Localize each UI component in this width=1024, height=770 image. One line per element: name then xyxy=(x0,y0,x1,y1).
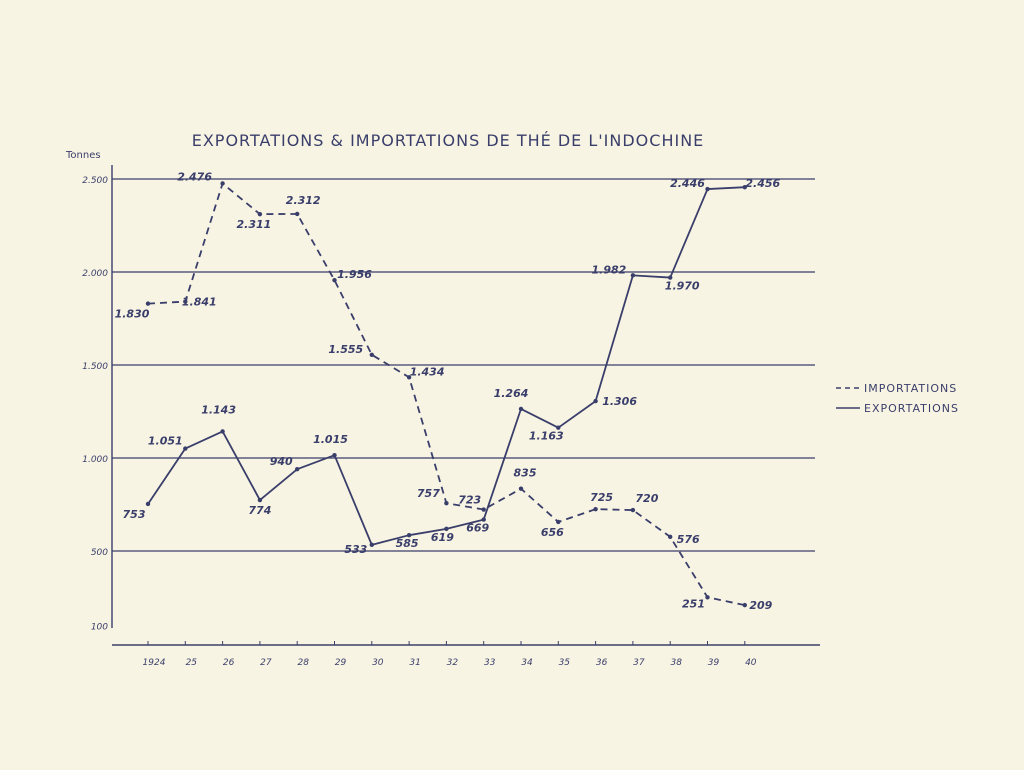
x-tick-label: 25 xyxy=(185,658,198,668)
importations-point xyxy=(370,353,374,357)
exportations-point xyxy=(332,453,336,457)
exportations-data-label: 1.982 xyxy=(591,263,627,277)
x-tick-label: 38 xyxy=(670,658,682,668)
exportations-data-label: 619 xyxy=(430,530,454,544)
exportations-point xyxy=(220,429,224,433)
exportations-point xyxy=(370,543,374,547)
x-tick-label: 30 xyxy=(372,658,384,668)
x-tick-label: 40 xyxy=(745,658,757,668)
exportations-data-label: 1.051 xyxy=(147,434,183,448)
y-tick-label: 100 xyxy=(90,622,108,633)
series-lines xyxy=(115,170,781,612)
legend-label-importations: IMPORTATIONS xyxy=(864,382,958,395)
x-tick-label: 35 xyxy=(558,658,571,668)
x-tick-label: 32 xyxy=(446,658,459,668)
x-tick-label: 37 xyxy=(633,658,645,668)
importations-point xyxy=(146,301,150,305)
exportations-data-label: 753 xyxy=(122,507,146,521)
x-tick-label: 31 xyxy=(409,658,421,668)
exportations-data-label: 585 xyxy=(395,537,419,551)
importations-point xyxy=(743,603,747,607)
legend xyxy=(836,382,959,415)
importations-data-label: 720 xyxy=(635,492,659,506)
y-tick-label: 1.000 xyxy=(82,455,108,465)
importations-data-label: 2.312 xyxy=(285,193,321,207)
importations-point xyxy=(631,508,635,512)
importations-point xyxy=(295,212,299,216)
importations-data-label: 835 xyxy=(513,466,537,480)
y-tick-label: 500 xyxy=(90,548,108,558)
importations-data-label: 251 xyxy=(682,597,705,611)
y-tick-label: 1.500 xyxy=(82,362,108,372)
x-tick-label: 34 xyxy=(521,658,533,668)
exportations-data-label: 1.015 xyxy=(313,433,348,447)
exportations-point xyxy=(519,407,523,411)
importations-data-label: 576 xyxy=(676,532,700,546)
exportations-point xyxy=(705,187,709,191)
importations-point xyxy=(668,535,672,539)
exportations-data-label: 1.306 xyxy=(602,395,637,409)
importations-data-label: 1.830 xyxy=(114,307,150,321)
exportations-point xyxy=(295,467,299,471)
exportations-data-label: 2.446 xyxy=(670,177,705,191)
x-tick-label: 26 xyxy=(222,658,235,668)
exportations-data-label: 669 xyxy=(466,521,490,535)
importations-data-label: 1.956 xyxy=(337,268,372,282)
exportations-data-label: 533 xyxy=(344,542,368,556)
exportations-data-label: 774 xyxy=(248,504,272,518)
importations-data-label: 656 xyxy=(540,525,564,539)
exportations-data-label: 2.456 xyxy=(745,177,781,191)
exportations-data-label: 1.264 xyxy=(493,386,529,400)
importations-point xyxy=(593,507,597,511)
importations-data-label: 209 xyxy=(749,599,773,613)
importations-data-label: 757 xyxy=(416,487,440,501)
importations-point xyxy=(556,520,560,524)
x-tick-label: 1924 xyxy=(142,658,166,668)
exportations-point xyxy=(593,399,597,403)
exportations-point xyxy=(146,502,150,506)
importations-data-label: 1.841 xyxy=(181,295,217,309)
x-tick-label: 33 xyxy=(483,658,496,668)
exportations-data-label: 1.163 xyxy=(528,429,564,443)
chart-title: EXPORTATIONS & IMPORTATIONS DE THÉ DE L'INDOCHINE xyxy=(191,131,705,150)
x-tick-label: 29 xyxy=(334,658,347,668)
importations-data-label: 1.434 xyxy=(409,365,445,379)
importations-data-label: 2.311 xyxy=(236,218,272,232)
y-tick-label: 2.500 xyxy=(82,176,108,186)
importations-point xyxy=(220,181,224,185)
importations-point xyxy=(444,501,448,505)
exportations-point xyxy=(258,498,262,502)
x-tick-label: 39 xyxy=(707,658,720,668)
importations-point xyxy=(258,212,262,216)
exportations-point xyxy=(183,446,187,450)
exportations-data-label: 1.970 xyxy=(664,279,700,293)
importations-point xyxy=(705,595,709,599)
importations-data-label: 725 xyxy=(590,491,614,505)
x-tick-label: 27 xyxy=(260,658,272,668)
importations-data-label: 2.476 xyxy=(177,170,212,184)
exportations-data-label: 1.143 xyxy=(201,403,236,417)
x-tick-label: 28 xyxy=(297,658,309,668)
y-tick-label: 2.000 xyxy=(82,269,108,279)
importations-point xyxy=(519,486,523,490)
importations-point xyxy=(482,507,486,511)
importations-data-label: 723 xyxy=(458,493,482,507)
importations-point xyxy=(332,278,336,282)
importations-data-label: 1.555 xyxy=(328,342,364,356)
y-axis-label: Tonnes xyxy=(66,150,101,161)
y-axis-ticks xyxy=(82,176,108,632)
exportations-point xyxy=(631,273,635,277)
legend-label-exportations: EXPORTATIONS xyxy=(864,402,959,415)
x-tick-label: 36 xyxy=(595,658,608,668)
exportations-data-label: 940 xyxy=(269,455,293,469)
